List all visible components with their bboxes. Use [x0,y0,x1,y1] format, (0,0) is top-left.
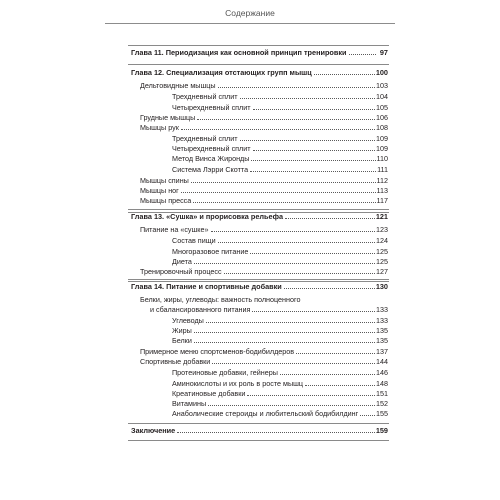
toc-page-number: 152 [376,399,388,408]
toc-page-number: 109 [376,144,388,153]
toc-entry[interactable] [140,196,388,205]
toc-entry[interactable] [172,336,388,345]
toc-page-number: 123 [376,225,388,234]
dot-leader [284,287,375,289]
toc-entry[interactable] [172,379,388,388]
dot-leader [194,341,375,343]
toc-page-number: 117 [376,196,388,205]
toc-entry[interactable] [172,92,388,101]
toc-entry-title: Мышцы рук [140,123,179,132]
toc-page-number: 127 [376,267,388,276]
toc-page-number: 130 [375,282,388,291]
toc-entry-title: Дельтовидные мышцы [140,81,216,90]
dot-leader [250,170,376,172]
toc-entry-title: Аминокислоты и их роль в росте мышц [172,379,304,388]
toc-entry-title: Анаболические стероиды и любительский бодибилдинг [172,409,359,418]
toc-entry-title: Примерное меню спортсменов-бодибилдеров [140,347,295,356]
toc-entry-title: Протеиновые добавки, гейнеры [172,368,278,377]
dot-leader [247,394,375,396]
toc-page-number: 109 [376,134,388,143]
toc-page-number: 125 [376,257,388,266]
toc-page-number: 111 [377,165,388,174]
toc-page-number: 148 [376,379,388,388]
toc-page-number: 155 [376,409,388,418]
toc-page-number: 108 [376,123,388,132]
toc-entry[interactable] [172,326,388,335]
dot-leader [253,149,375,151]
toc-page-number: 104 [376,92,388,101]
running-head: Содержание [225,8,275,18]
dot-leader [218,86,375,88]
dot-leader [193,201,375,203]
toc-entry-title: Мышцы ног [140,186,179,195]
toc-entry-title: Глава 13. «Сушка» и прорисовка рельефа [131,212,284,221]
toc-entry-title: Питание на «сушке» [140,225,209,234]
dot-leader [296,352,375,354]
toc-entry-title: Углеводы [172,316,204,325]
toc-page-number: 135 [376,336,388,345]
dot-leader [181,128,375,130]
toc-page-number: 112 [376,176,388,185]
toc-chapter-entry[interactable] [131,48,388,57]
dot-leader [197,118,375,120]
toc-chapter-entry[interactable] [131,282,388,291]
toc-page-number: 106 [376,113,388,122]
dot-leader [252,310,375,312]
toc-chapter-entry[interactable] [131,426,388,435]
toc-page-number: 121 [375,212,388,221]
dot-leader [360,414,375,416]
dot-leader [240,97,375,99]
toc-entry[interactable] [172,165,388,174]
toc-page-number: 100 [375,68,388,77]
dot-leader [177,431,375,433]
toc-page-number: 133 [376,316,388,325]
toc-entry-title: Белки, жиры, углеводы: важность полноценного [140,295,301,304]
toc-entry[interactable] [140,186,388,195]
toc-entry[interactable] [140,176,388,185]
toc-chapter-entry[interactable] [131,212,388,221]
toc-page-number: 146 [376,368,388,377]
toc-entry[interactable] [140,225,388,234]
toc-entry-title: Жиры [172,326,192,335]
toc-entry-title: Четырехдневный сплит [172,144,251,153]
toc-entry[interactable] [172,316,388,325]
toc-page-number: 124 [376,236,388,245]
toc-page-number: 110 [376,154,388,163]
toc-entry-title: и сбалансированного питания [150,305,251,314]
toc-entry-title: Четырехдневный сплит [172,103,251,112]
toc-page-number: 97 [379,48,388,57]
toc-entry-title: Многоразовое питание [172,247,249,256]
toc-chapter-entry[interactable] [131,68,388,77]
dot-leader [253,108,375,110]
toc-entry[interactable] [172,247,388,256]
toc-entry-title: Витамины [172,399,207,408]
dot-leader [280,373,375,375]
toc-entry-title: Мышцы пресса [140,196,192,205]
toc-entry[interactable] [140,357,388,366]
toc-entry[interactable] [172,409,388,418]
toc-entry-title: Мышцы спины [140,176,189,185]
toc-entry-title: Заключение [131,426,176,435]
toc-page-number: 151 [376,389,388,398]
toc-entry[interactable] [140,347,388,356]
toc-entry-title: Тренировочный процесс [140,267,222,276]
toc-page-number: 159 [375,426,388,435]
toc-entry[interactable] [140,295,388,304]
toc-page-number: 103 [376,81,388,90]
dot-leader [194,262,375,264]
toc-entry-title: Глава 14. Питание и спортивные добавки [131,282,282,291]
toc-page-number: 133 [376,305,388,314]
toc-entry-title: Система Лэрри Скотта [172,165,249,174]
dot-leader [251,159,375,161]
toc-page-number: 144 [376,357,388,366]
toc-entry-title: Трехдневный сплит [172,92,238,101]
toc-entry-title: Глава 11. Периодизация как основной принцип тренировки [131,48,347,57]
dot-leader [211,230,375,232]
toc-entry[interactable] [172,144,388,153]
dot-leader [212,362,375,364]
toc-entry[interactable] [172,389,388,398]
dot-leader [194,331,375,333]
dot-leader [206,321,375,323]
toc-entry-title: Креатиновые добавки [172,389,246,398]
toc-entry[interactable] [140,123,388,132]
dot-leader [224,272,375,274]
toc-entry[interactable] [172,257,388,266]
toc-page-number: 113 [376,186,388,195]
toc-entry[interactable] [150,305,388,314]
toc-entry-title: Диета [172,257,192,266]
dot-leader [250,252,375,254]
toc-page-number: 125 [376,247,388,256]
dot-leader [305,384,375,386]
toc-entry[interactable] [172,103,388,112]
toc-entry[interactable] [172,399,388,408]
toc-entry-title: Трехдневный сплит [172,134,238,143]
toc-page-number: 135 [376,326,388,335]
toc-entry[interactable] [172,236,388,245]
toc-page-number: 137 [376,347,388,356]
toc-entry-title: Белки [172,336,192,345]
toc-entry-title: Состав пищи [172,236,216,245]
dot-leader [285,217,375,219]
toc-entry[interactable] [172,154,388,163]
toc-entry-title: Метод Винса Жиронды [172,154,250,163]
toc-page-number: 105 [376,103,388,112]
dot-leader [208,404,375,406]
toc-entry-title: Спортивные добавки [140,357,211,366]
dot-leader [218,241,375,243]
toc-entry[interactable] [172,368,388,377]
toc-entry[interactable] [140,81,388,90]
dot-leader [181,191,376,193]
toc-entry[interactable] [172,134,388,143]
toc-entry[interactable] [140,113,388,122]
dot-leader [240,139,375,141]
toc-entry-title: Глава 12. Специализация отстающих групп мышц [131,68,312,77]
dot-leader [314,73,375,75]
toc-entry-title: Грудные мышцы [140,113,196,122]
dot-leader [349,53,377,55]
dot-leader [191,181,376,183]
toc-entry[interactable] [140,267,388,276]
